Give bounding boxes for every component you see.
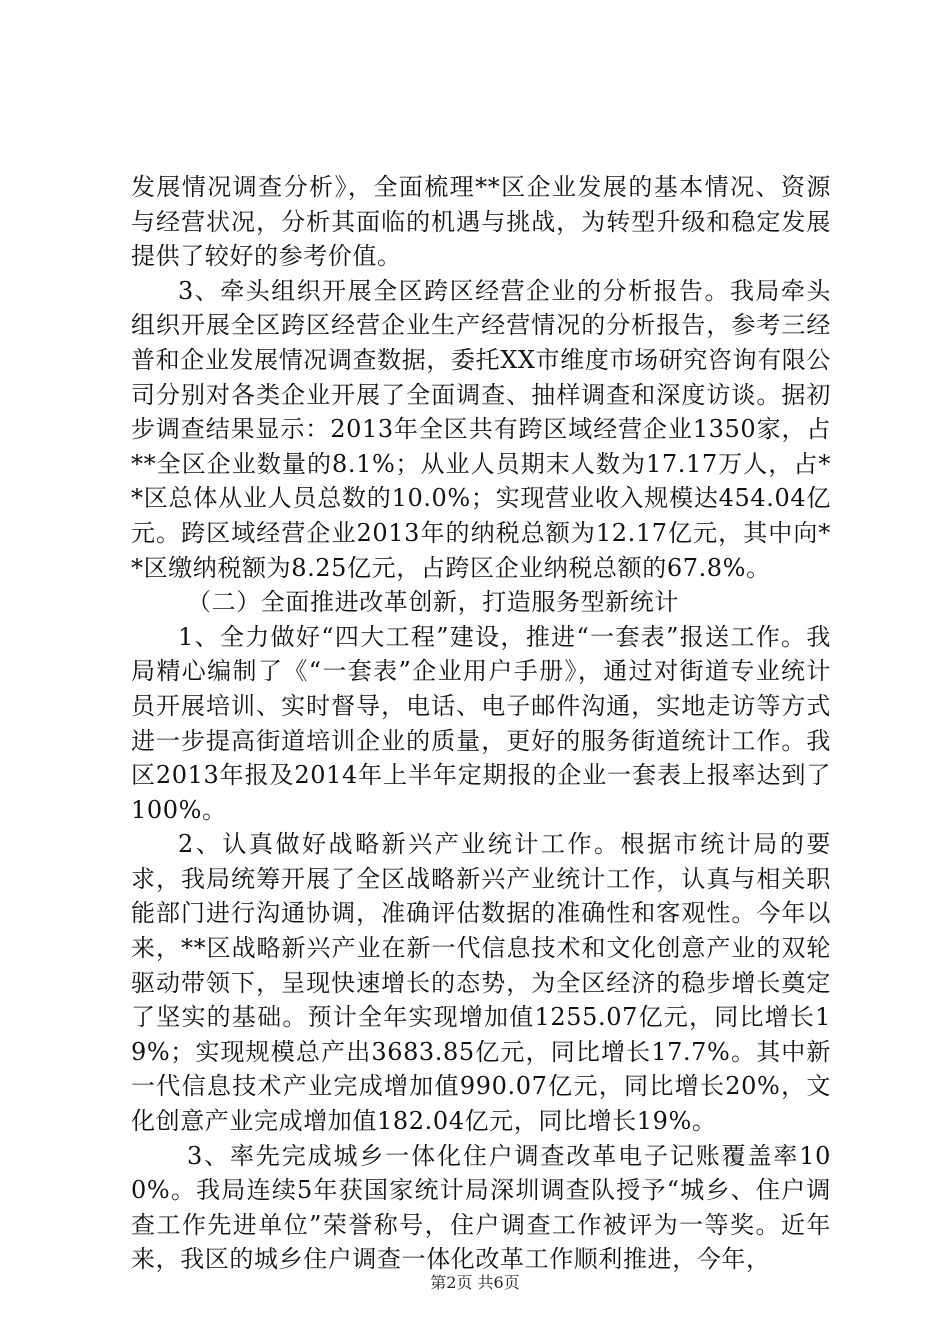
paragraph-survey-analysis: 发展情况调查分析》，全面梳理**区企业发展的基本情况、资源与经营状况，分析其面临的机遇与挑战，为转型升级和稳定发展提供了较好的参考价值。	[131, 173, 831, 271]
page-number-footer: 第2页 共6页	[430, 1273, 520, 1292]
document-body	[131, 170, 831, 1277]
paragraph-one-table: 1、全力做好“四大工程”建设，推进“一套表”报送工作。我局精心编制了《“一套表”企业用户手册》，通过对街道专业统计员开展培训、实时督导，电话、电子邮件沟通，实地走访等方式进一步提高街道培训企业的质量，更好的服务街道统计工作。我区2013年报及2014年上半年定期报的企业一套表上报率达到了100%。	[131, 622, 831, 824]
paragraph-household-survey: 3、率先完成城乡一体化住户调查改革电子记账覆盖率100%。我局连续5年获国家统计局深圳调查队授予“城乡、住户调查工作先进单位”荣誉称号，住户调查工作被评为一等奖。近年来，我区的城乡住户调查一体化改革工作顺利推进，今年，	[131, 1141, 831, 1274]
paragraph-cross-region-report: 3、牵头组织开展全区跨区经营企业的分析报告。我局牵头组织开展全区跨区经营企业生产经营情况的分析报告，参考三经普和企业发展情况调查数据，委托XX市维度市场研究咨询有限公司分别对各类企业开展了全面调查、抽样调查和深度访谈。据初步调查结果显示：2013年全区共有跨区域经营企业1350家，占**全区企业数量的8.1%；从业人员期末人数为17.17万人，占**区总体从业人员总数的10.0%；实现营业收入规模达454.04亿元。跨区域经营企业2013年的纳税总额为12.17亿元，其中向**区缴纳税额为8.25亿元，占跨区企业纳税总额的67.8%。	[131, 276, 831, 582]
paragraph-emerging-industry: 2、认真做好战略新兴产业统计工作。根据市统计局的要求，我局统筹开展了全区战略新兴产业统计工作，认真与相关职能部门进行沟通协调，准确评估数据的准确性和客观性。今年以来，**区战略新兴产业在新一代信息技术和文化创意产业的双轮驱动带领下，呈现快速增长的态势，为全区经济的稳步增长奠定了坚实的基础。预计全年实现增加值1255.07亿元，同比增长19%；实现规模总产出3683.85亿元，同比增长17.7%。其中新一代信息技术产业完成增加值990.07亿元，同比增长20%，文化创意产业完成增加值182.04亿元，同比增长19%。	[131, 830, 831, 1136]
section-heading-reform: （二）全面推进改革创新，打造服务型新统计	[187, 588, 679, 617]
